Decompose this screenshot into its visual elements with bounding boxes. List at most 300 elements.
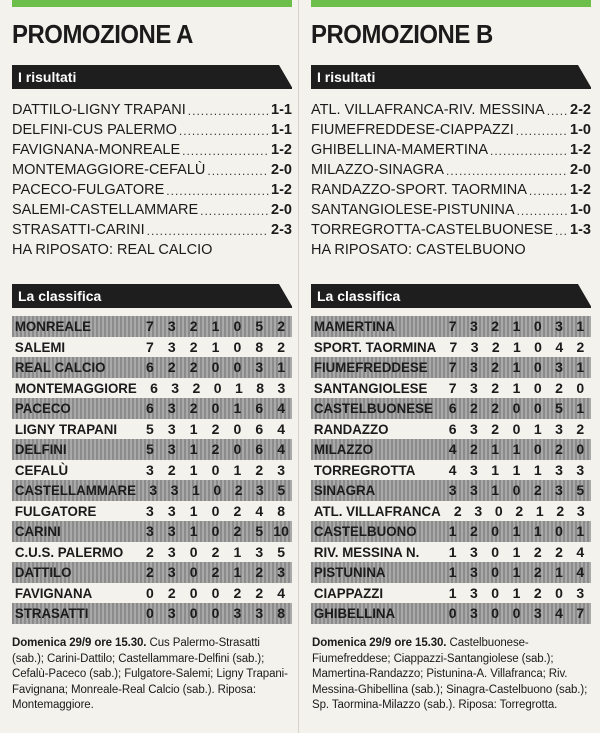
standings-row	[311, 378, 591, 399]
stat-cell: 8	[255, 338, 264, 355]
stat-cell: 2	[146, 564, 154, 580]
stat-cell: 1	[192, 482, 200, 498]
match-score: 1-2	[570, 182, 591, 198]
stat-cell: 1	[512, 379, 521, 396]
match-name: FAVIGNANA-MONREALE	[12, 142, 181, 158]
standings-row	[311, 460, 591, 481]
stat-cell: 4	[448, 461, 457, 478]
stat-cell: 7	[448, 359, 457, 375]
stat-cell: 0	[448, 605, 457, 621]
stat-cell: 0	[233, 420, 242, 437]
stat-cell: 0	[146, 605, 154, 621]
stat-cell: 2	[277, 318, 285, 334]
stat-cell: 1	[512, 359, 521, 375]
stat-cell: 0	[491, 584, 500, 601]
dot-leader	[207, 163, 269, 180]
stat-cell: 0	[211, 502, 220, 519]
stat-cell: 0	[233, 359, 242, 375]
stat-cell: 3	[555, 359, 563, 375]
results-header: I risultati	[12, 65, 292, 89]
stat-cell: 2	[576, 338, 585, 355]
stat-cell: 3	[277, 461, 285, 478]
match-name: PACECO-FULGATORE	[12, 182, 165, 198]
stat-cell: 3	[576, 502, 585, 519]
team-name: FULGATORE	[14, 502, 97, 519]
stat-cell: 6	[150, 379, 158, 396]
stat-cell: 3	[470, 543, 478, 560]
stat-cell: 0	[211, 584, 220, 601]
stat-cell: 1	[448, 584, 457, 601]
stat-cell: 2	[167, 461, 176, 478]
team-name: SANTANGIOLESE	[313, 379, 428, 396]
stat-cell: 0	[491, 523, 500, 539]
stat-cell: 0	[491, 543, 500, 560]
stat-cell: 0	[233, 441, 242, 457]
stat-cell: 5	[255, 318, 264, 334]
standings-row	[12, 521, 292, 542]
team-name: CARINI	[14, 523, 61, 539]
stat-cell: 10	[273, 523, 289, 539]
stat-cell: 2	[211, 420, 220, 437]
standings-row	[311, 398, 591, 419]
stat-cell: 2	[233, 584, 242, 601]
stat-cell: 3	[146, 461, 154, 478]
standings-row	[12, 542, 292, 563]
match-name: STRASATTI-CARINI	[12, 222, 145, 238]
standings-row	[12, 603, 292, 624]
result-row	[12, 180, 292, 200]
stat-cell: 1	[233, 400, 242, 416]
result-row	[311, 200, 591, 220]
stat-cell: 2	[211, 441, 220, 457]
stat-cell: 1	[512, 461, 521, 478]
stat-cell: 1	[233, 564, 242, 580]
fixtures-text: Castelbuonese-Fiumefreddese; Ciappazzi-Santangiolese (sab.); Mamertina-Randazzo; Pistunina-A. Villafranca; Riv. Messina-Ghibellina (sab.); Sinagra-Castelbuono (sab.); Sp. Taormina-Milazzo (sab.). Riposa: Torregrotta.	[312, 637, 588, 711]
standings-row	[12, 337, 292, 358]
result-row	[311, 140, 591, 160]
stat-cell: 4	[277, 420, 285, 437]
stat-cell: 3	[167, 318, 176, 334]
stat-cell: 2	[255, 461, 264, 478]
next-fixtures	[312, 636, 590, 714]
stat-cell: 1	[211, 318, 220, 334]
match-score: 1-2	[570, 142, 591, 158]
page-title: PROMOZIONE A	[12, 19, 193, 49]
stat-cell: 0	[211, 359, 220, 375]
stat-cell: 4	[555, 605, 563, 621]
stat-cell: 4	[277, 400, 285, 416]
stat-cell: 6	[255, 420, 264, 437]
stat-cell: 1	[189, 420, 198, 437]
team-name: RIV. MESSINA N.	[313, 543, 420, 560]
standings-row	[311, 316, 591, 337]
stat-cell: 1	[448, 543, 457, 560]
standings-row	[311, 337, 591, 358]
stat-cell: 3	[167, 523, 176, 539]
result-row	[12, 100, 292, 120]
result-row	[311, 220, 591, 240]
stat-cell: 3	[576, 584, 585, 601]
team-name: ATL. VILLAFRANCA	[313, 502, 441, 519]
stat-cell: 1	[211, 338, 220, 355]
match-score: 1-3	[570, 222, 591, 238]
standings-row	[311, 439, 591, 460]
stat-cell: 4	[555, 338, 564, 355]
stat-cell: 3	[470, 359, 478, 375]
match-score: 1-0	[570, 122, 591, 138]
stat-cell: 0	[494, 502, 503, 519]
match-score: 1-2	[271, 142, 292, 158]
stat-cell: 0	[233, 338, 242, 355]
team-name: STRASATTI	[14, 605, 89, 621]
dot-leader	[490, 143, 568, 160]
stat-cell: 2	[211, 543, 220, 560]
team-name: CASTELBUONESE	[313, 400, 433, 416]
results-header: I risultati	[311, 65, 591, 89]
stat-cell: 7	[448, 379, 457, 396]
stat-cell: 1	[233, 543, 242, 560]
standings-row	[12, 357, 292, 378]
stat-cell: 5	[146, 420, 154, 437]
stat-cell: 2	[255, 564, 264, 580]
stat-cell: 0	[189, 543, 198, 560]
match-score: 1-1	[271, 122, 292, 138]
standings-row	[12, 501, 292, 522]
stat-cell: 0	[189, 564, 198, 580]
stat-cell: 3	[470, 379, 478, 396]
result-row	[12, 220, 292, 240]
stat-cell: 5	[555, 400, 563, 416]
match-score: 2-3	[271, 222, 292, 238]
stat-cell: 8	[256, 379, 265, 396]
stat-cell: 2	[491, 400, 500, 416]
stat-cell: 2	[555, 441, 563, 457]
stat-cell: 1	[233, 461, 242, 478]
stat-cell: 3	[167, 502, 176, 519]
dot-leader	[547, 103, 568, 120]
stat-cell: 1	[491, 441, 500, 457]
stat-cell: 0	[491, 564, 500, 580]
stat-cell: 3	[470, 564, 478, 580]
match-name: SANTANGIOLESE-PISTUNINA	[311, 202, 515, 218]
stat-cell: 1	[533, 523, 542, 539]
result-row	[12, 140, 292, 160]
team-name: MAMERTINA	[313, 318, 396, 334]
stat-cell: 4	[277, 441, 285, 457]
standings-row	[311, 562, 591, 583]
stat-cell: 0	[213, 482, 222, 498]
rest-note: HA RIPOSATO: REAL CALCIO	[12, 242, 213, 258]
stat-cell: 2	[277, 338, 285, 355]
stat-cell: 6	[146, 400, 154, 416]
standings-row	[12, 378, 292, 399]
stat-cell: 1	[576, 359, 585, 375]
stat-cell: 1	[512, 523, 521, 539]
fixtures-date: Domenica 29/9 ore 15.30.	[312, 637, 447, 649]
stat-cell: 1	[533, 461, 542, 478]
result-row	[12, 120, 292, 140]
stat-cell: 3	[555, 318, 563, 334]
dot-leader	[516, 123, 568, 140]
team-name: TORREGROTTA	[313, 461, 416, 478]
standings-row	[12, 480, 292, 501]
dot-leader	[555, 223, 568, 240]
stat-cell: 8	[277, 605, 285, 621]
stat-cell: 6	[255, 441, 264, 457]
team-name: PACECO	[14, 400, 71, 416]
result-row	[311, 100, 591, 120]
team-name: MONREALE	[14, 318, 91, 334]
stat-cell: 2	[533, 584, 542, 601]
team-name: LIGNY TRAPANI	[14, 420, 118, 437]
match-name: ATL. VILLAFRANCA-RIV. MESSINA	[311, 102, 545, 118]
stat-cell: 2	[255, 584, 264, 601]
standings-table	[311, 316, 591, 624]
team-name: C.U.S. PALERMO	[14, 543, 124, 560]
standings-table	[12, 316, 292, 624]
stat-cell: 0	[533, 359, 542, 375]
stat-cell: 0	[491, 605, 500, 621]
stat-cell: 3	[470, 605, 478, 621]
stat-cell: 1	[512, 564, 521, 580]
stat-cell: 3	[255, 543, 264, 560]
stat-cell: 1	[512, 543, 521, 560]
stat-cell: 2	[533, 564, 542, 580]
stat-cell: 2	[491, 379, 500, 396]
stat-cell: 0	[533, 441, 542, 457]
standings-row	[12, 460, 292, 481]
stat-cell: 3	[470, 482, 478, 498]
team-name: MILAZZO	[313, 441, 373, 457]
stat-cell: 6	[448, 400, 457, 416]
stat-cell: 2	[146, 543, 154, 560]
stat-cell: 3	[555, 482, 563, 498]
standings-row	[12, 316, 292, 337]
match-name: SALEMI-CASTELLAMMARE	[12, 202, 199, 218]
stat-cell: 0	[146, 584, 154, 601]
stat-cell: 3	[170, 482, 179, 498]
stat-cell: 4	[255, 502, 264, 519]
stat-cell: 0	[512, 400, 521, 416]
result-row	[311, 120, 591, 140]
stat-cell: 1	[189, 523, 198, 539]
stat-cell: 3	[167, 605, 176, 621]
stat-cell: 0	[189, 584, 198, 601]
stat-cell: 3	[167, 441, 176, 457]
stat-cell: 1	[491, 482, 500, 498]
dot-leader	[179, 123, 269, 140]
dot-leader	[188, 103, 269, 120]
stat-cell: 3	[167, 400, 176, 416]
stat-cell: 1	[576, 523, 585, 539]
stat-cell: 1	[576, 400, 585, 416]
stat-cell: 2	[211, 564, 220, 580]
stat-cell: 2	[533, 482, 542, 498]
stat-cell: 2	[453, 502, 462, 519]
stat-cell: 0	[189, 605, 198, 621]
match-name: MONTEMAGGIORE-CEFALÙ	[12, 162, 206, 178]
column-divider	[298, 0, 299, 733]
stat-cell: 1	[491, 461, 500, 478]
promozione-b-column	[311, 0, 591, 624]
stat-cell: 1	[448, 564, 457, 580]
stat-cell: 2	[555, 379, 563, 396]
stat-cell: 7	[146, 338, 154, 355]
stat-cell: 3	[277, 379, 286, 396]
stat-cell: 2	[491, 318, 500, 334]
rest-note: HA RIPOSATO: CASTELBUONO	[311, 242, 526, 258]
match-score: 1-2	[271, 182, 292, 198]
stat-cell: 2	[167, 359, 176, 375]
stat-cell: 5	[146, 441, 154, 457]
dot-leader	[182, 143, 269, 160]
standings-row	[12, 562, 292, 583]
stat-cell: 2	[189, 359, 198, 375]
stat-cell: 5	[576, 482, 585, 498]
stat-cell: 0	[555, 584, 563, 601]
stat-cell: 2	[189, 400, 198, 416]
result-row	[12, 160, 292, 180]
dot-leader	[446, 163, 568, 180]
stat-cell: 7	[449, 338, 458, 355]
match-score: 2-0	[271, 202, 292, 218]
standings-row	[12, 583, 292, 604]
stat-cell: 0	[576, 379, 585, 396]
standings-row	[311, 542, 591, 563]
team-name: SINAGRA	[313, 482, 376, 498]
standings-row	[311, 419, 591, 440]
match-name: DATTILO-LIGNY TRAPANI	[12, 102, 186, 118]
team-name: DATTILO	[14, 564, 72, 580]
stat-cell: 1	[189, 441, 198, 457]
stat-cell: 1	[512, 318, 521, 334]
stat-cell: 0	[211, 461, 220, 478]
standings-header: La classifica	[311, 284, 591, 308]
stat-cell: 3	[149, 482, 158, 498]
stat-cell: 3	[277, 564, 285, 580]
section-accent-bar	[12, 0, 292, 7]
stat-cell: 0	[533, 379, 542, 396]
stat-cell: 1	[535, 502, 544, 519]
stat-cell: 3	[167, 420, 176, 437]
standings-row	[311, 583, 591, 604]
stat-cell: 3	[576, 461, 585, 478]
standings-row	[311, 357, 591, 378]
stat-cell: 1	[448, 523, 457, 539]
standings-row	[12, 398, 292, 419]
stat-cell: 8	[277, 502, 285, 519]
standings-row	[311, 603, 591, 624]
stat-cell: 2	[491, 359, 500, 375]
stat-cell: 4	[576, 543, 585, 560]
match-score: 2-2	[570, 102, 591, 118]
stat-cell: 3	[256, 482, 264, 498]
match-name: DELFINI-CUS PALERMO	[12, 122, 177, 138]
stat-cell: 0	[211, 400, 220, 416]
stat-cell: 3	[167, 564, 176, 580]
stat-cell: 6	[146, 359, 154, 375]
stat-cell: 2	[233, 502, 242, 519]
stat-cell: 0	[512, 605, 521, 621]
stat-cell: 1	[512, 584, 521, 601]
stat-cell: 3	[146, 523, 154, 539]
stat-cell: 1	[189, 502, 198, 519]
stat-cell: 2	[515, 502, 524, 519]
stat-cell: 3	[171, 379, 180, 396]
stat-cell: 6	[255, 400, 264, 416]
stat-cell: 4	[277, 584, 285, 601]
stat-cell: 2	[167, 584, 176, 601]
team-name: SALEMI	[14, 338, 66, 355]
fixtures-date: Domenica 29/9 ore 15.30.	[12, 637, 147, 649]
stat-cell: 2	[470, 441, 478, 457]
stat-cell: 2	[470, 523, 478, 539]
stat-cell: 0	[213, 379, 222, 396]
stat-cell: 2	[533, 543, 542, 560]
stat-cell: 0	[233, 318, 242, 334]
stat-cell: 1	[533, 420, 542, 437]
team-name: FAVIGNANA	[14, 584, 93, 601]
stat-cell: 2	[576, 420, 585, 437]
dot-leader	[517, 203, 568, 220]
stat-cell: 0	[512, 420, 521, 437]
stat-cell: 7	[146, 318, 154, 334]
match-name: RANDAZZO-SPORT. TAORMINA	[311, 182, 527, 198]
standings-row	[311, 521, 591, 542]
stat-cell: 3	[255, 605, 264, 621]
dot-leader	[529, 183, 568, 200]
stat-cell: 6	[448, 420, 457, 437]
result-row	[311, 160, 591, 180]
stat-cell: 0	[533, 400, 542, 416]
stat-cell: 3	[533, 605, 542, 621]
stat-cell: 0	[534, 338, 542, 355]
result-row	[311, 180, 591, 200]
match-name: TORREGROTTA-CASTELBUONESE	[311, 222, 553, 238]
stat-cell: 3	[474, 502, 483, 519]
standings-row	[311, 480, 591, 501]
stat-cell: 1	[189, 461, 198, 478]
stat-cell: 3	[555, 461, 563, 478]
stat-cell: 1	[555, 564, 563, 580]
results-list	[311, 100, 591, 240]
stat-cell: 1	[576, 318, 585, 334]
stat-cell: 3	[233, 605, 242, 621]
stat-cell: 0	[576, 441, 585, 457]
stat-cell: 3	[470, 338, 479, 355]
stat-cell: 3	[470, 584, 478, 601]
result-row	[12, 200, 292, 220]
dot-leader	[166, 183, 269, 200]
page-title: PROMOZIONE B	[311, 19, 493, 49]
dot-leader	[200, 203, 269, 220]
stat-cell: 1	[277, 359, 285, 375]
fixtures-text: Cus Palermo-Strasatti (sab.); Carini-Dattilo; Castellammare-Delfini (sab.); Cefalù-Paceco (sab.); Fulgatore-Salemi; Ligny Trapani-Favignana; Monreale-Real Calcio (sab.). Riposa: Montemaggiore.	[12, 637, 288, 711]
match-score: 2-0	[570, 162, 591, 178]
stat-cell: 4	[448, 441, 457, 457]
standings-header: La classifica	[12, 284, 292, 308]
stat-cell: 7	[448, 318, 457, 334]
stat-cell: 7	[576, 605, 585, 621]
stat-cell: 3	[470, 461, 478, 478]
stat-cell: 0	[555, 523, 563, 539]
stat-cell: 1	[235, 379, 243, 396]
stat-cell: 3	[555, 420, 563, 437]
team-name: GHIBELLINA	[313, 605, 396, 621]
team-name: FIUMEFREDDESE	[313, 359, 428, 375]
match-name: MILAZZO-SINAGRA	[311, 162, 444, 178]
stat-cell: 0	[533, 318, 542, 334]
